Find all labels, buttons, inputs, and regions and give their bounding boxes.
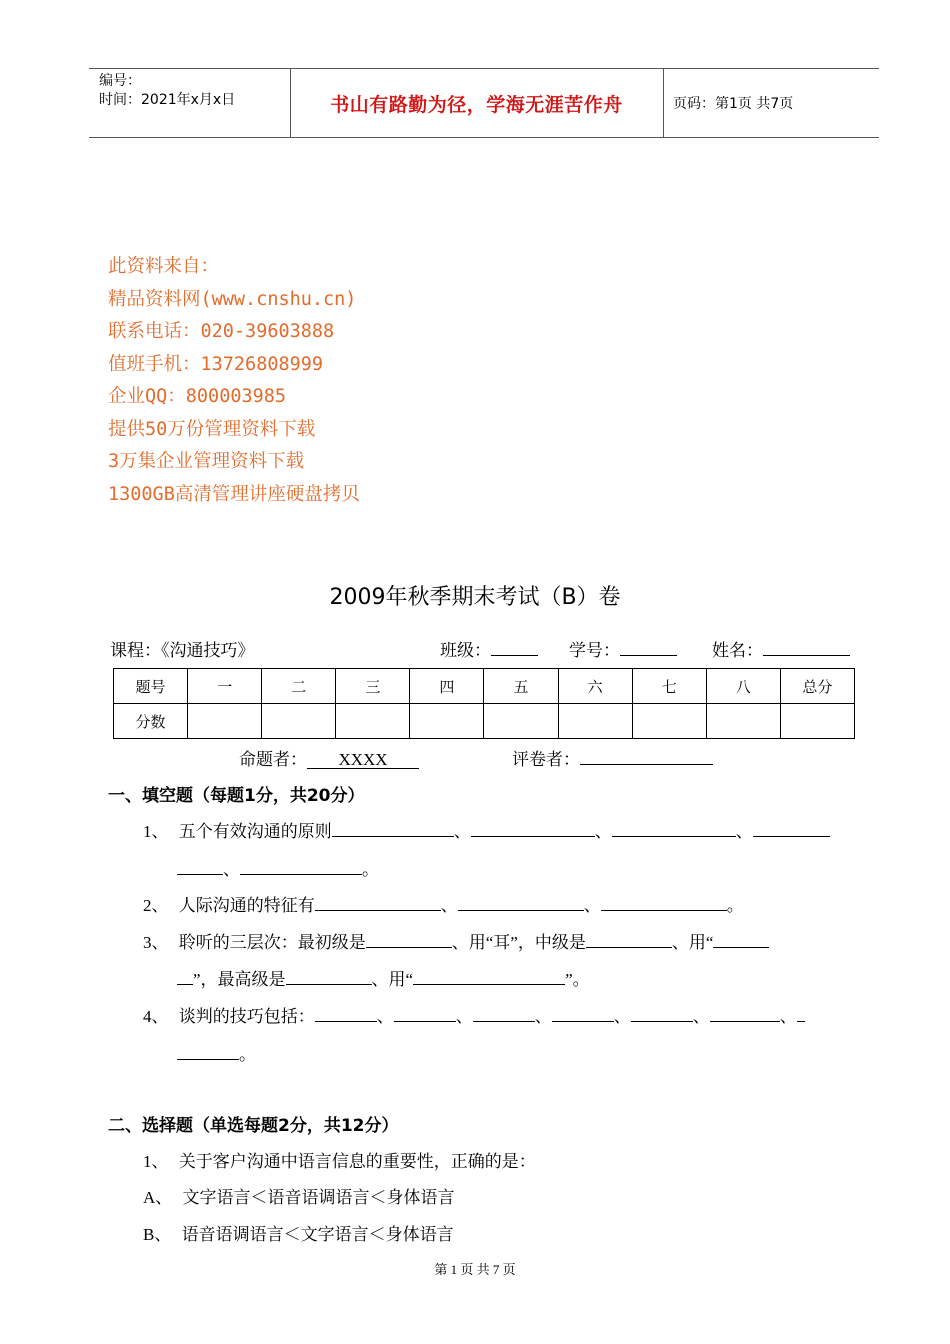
class-label: 班级： — [440, 641, 491, 660]
question-text: 关于客户沟通中语言信息的重要性，正确的是： — [178, 1152, 536, 1171]
question-number: 2、 — [143, 896, 169, 915]
setter-field — [239, 745, 419, 770]
info-line: 联系电话：020-39603888 — [108, 321, 335, 342]
student-id-blank[interactable] — [620, 640, 677, 656]
table-header-cell: 五 — [484, 669, 558, 704]
grader-label: 评卷者： — [512, 750, 580, 769]
option-b[interactable] — [143, 1220, 454, 1245]
question-number: 4、 — [143, 1007, 169, 1026]
answer-blank[interactable] — [286, 969, 372, 985]
grader-field — [512, 745, 713, 770]
answer-blank[interactable] — [797, 1006, 805, 1022]
question-number: 1、 — [143, 1152, 169, 1171]
score-cell[interactable] — [706, 704, 780, 739]
answer-blank[interactable] — [631, 1006, 693, 1022]
info-line: 此资料来自： — [108, 256, 220, 277]
question-text: 五个有效沟通的原则 — [178, 822, 332, 841]
option-text: 文字语言＜语音语调语言＜身体语言 — [182, 1188, 455, 1207]
answer-blank[interactable] — [177, 859, 223, 875]
table-header-cell: 一 — [188, 669, 262, 704]
score-cell[interactable] — [558, 704, 632, 739]
question-1-1-cont: 、 。 — [177, 855, 379, 880]
answer-blank[interactable] — [471, 821, 595, 837]
option-label: A、 — [143, 1188, 173, 1207]
answer-blank[interactable] — [315, 895, 441, 911]
question-1-3-cont — [177, 965, 590, 990]
answer-blank[interactable] — [240, 859, 362, 875]
answer-blank[interactable] — [413, 969, 565, 985]
question-number: 3、 — [143, 933, 169, 952]
question-1-4: 4、 谈判的技巧包括： 、 、 、 、 、 、 — [143, 1002, 805, 1027]
info-line: 提供50万份管理资料下载 — [108, 418, 316, 440]
answer-blank[interactable] — [332, 821, 454, 837]
name-blank[interactable] — [763, 640, 850, 656]
document-header — [89, 68, 879, 138]
setter-value: XXXX — [307, 751, 419, 769]
answer-blank[interactable] — [394, 1006, 456, 1022]
question-number: 1、 — [143, 822, 169, 841]
header-divider — [663, 69, 664, 137]
question-text: ”。 — [565, 970, 590, 989]
section1-heading: 一、填空题（每题1分，共20分） — [108, 786, 365, 806]
answer-blank[interactable] — [366, 932, 452, 948]
info-line: 值班手机：13726808999 — [108, 353, 324, 375]
table-header-cell: 八 — [706, 669, 780, 704]
answer-blank[interactable] — [612, 821, 736, 837]
table-header-cell: 六 — [558, 669, 632, 704]
question-1-2: 2、 人际沟通的特征有 、 、 。 — [143, 896, 744, 915]
table-header-cell: 七 — [632, 669, 706, 704]
table-header-cell: 题号 — [114, 669, 188, 704]
answer-blank[interactable] — [473, 1006, 535, 1022]
info-line: 企业QQ：800003985 — [108, 386, 287, 407]
question-text: 谈判的技巧包括： — [178, 1007, 315, 1026]
score-cell[interactable] — [336, 704, 410, 739]
setter-label: 命题者： — [239, 750, 307, 769]
header-page-label: 页码：第1页 共7页 — [673, 96, 794, 112]
info-line: 3万集企业管理资料下载 — [108, 451, 305, 472]
score-cell[interactable] — [188, 704, 262, 739]
question-1-4-cont: 。 — [177, 1040, 256, 1065]
score-cell[interactable] — [484, 704, 558, 739]
question-1-1: 1、 五个有效沟通的原则 、 、 、 — [143, 817, 830, 842]
answer-blank[interactable] — [713, 932, 769, 948]
grader-blank[interactable] — [580, 749, 713, 765]
source-info-block — [108, 253, 360, 513]
score-row-label: 分数 — [114, 704, 188, 739]
question-text: 人际沟通的特征有 — [178, 896, 315, 915]
answer-blank[interactable] — [177, 1044, 239, 1060]
table-header-cell: 三 — [336, 669, 410, 704]
name-label: 姓名： — [712, 641, 763, 660]
score-cell[interactable] — [780, 704, 854, 739]
option-text: 语音语调语言＜文字语言＜身体语言 — [181, 1225, 454, 1244]
question-text: 、用“耳”，中级是 — [451, 933, 586, 952]
course-label: 课程：《沟通技巧》 — [110, 641, 255, 660]
info-line: 精品资料网(www.cnshu.cn) — [108, 288, 357, 310]
answer-blank[interactable] — [601, 895, 727, 911]
question-2-1 — [143, 1147, 536, 1172]
class-blank[interactable] — [491, 640, 538, 656]
name-field — [712, 636, 850, 661]
question-text: ”，最高级是 — [193, 970, 286, 989]
score-cell[interactable] — [262, 704, 336, 739]
answer-blank[interactable] — [177, 969, 193, 985]
option-label: B、 — [143, 1225, 172, 1244]
student-id-field — [569, 636, 677, 661]
header-meta — [99, 72, 235, 110]
answer-blank[interactable] — [753, 821, 830, 837]
class-field — [440, 636, 538, 661]
question-text: 、用“ — [671, 933, 714, 952]
table-header-row — [114, 669, 855, 704]
info-line: 1300GB高清管理讲座硬盘拷贝 — [108, 483, 360, 505]
score-cell[interactable] — [410, 704, 484, 739]
time-label: 时间：2021年x月x日 — [99, 92, 236, 108]
answer-blank[interactable] — [710, 1006, 780, 1022]
number-label: 编号： — [99, 73, 141, 89]
page-footer: 第 1 页 共 7 页 — [434, 1262, 516, 1277]
answer-blank[interactable] — [458, 895, 584, 911]
exam-title: 2009年秋季期末考试（B）卷 — [329, 585, 621, 610]
table-header-cell: 四 — [410, 669, 484, 704]
score-table — [113, 668, 855, 739]
question-text: 聆听的三层次：最初级是 — [178, 933, 366, 952]
header-motto: 书山有路勤为径，学海无涯苦作舟 — [330, 93, 623, 116]
table-header-cell: 二 — [262, 669, 336, 704]
score-row — [114, 704, 855, 739]
option-a[interactable] — [143, 1183, 455, 1208]
table-header-cell: 总分 — [780, 669, 854, 704]
score-cell[interactable] — [632, 704, 706, 739]
answer-blank[interactable] — [315, 1006, 377, 1022]
question-text: 、用“ — [371, 970, 414, 989]
question-1-3 — [143, 928, 769, 953]
section2-heading: 二、选择题（单选每题2分，共12分） — [108, 1116, 399, 1136]
answer-blank[interactable] — [586, 932, 672, 948]
student-id-label: 学号： — [569, 641, 620, 660]
answer-blank[interactable] — [552, 1006, 614, 1022]
